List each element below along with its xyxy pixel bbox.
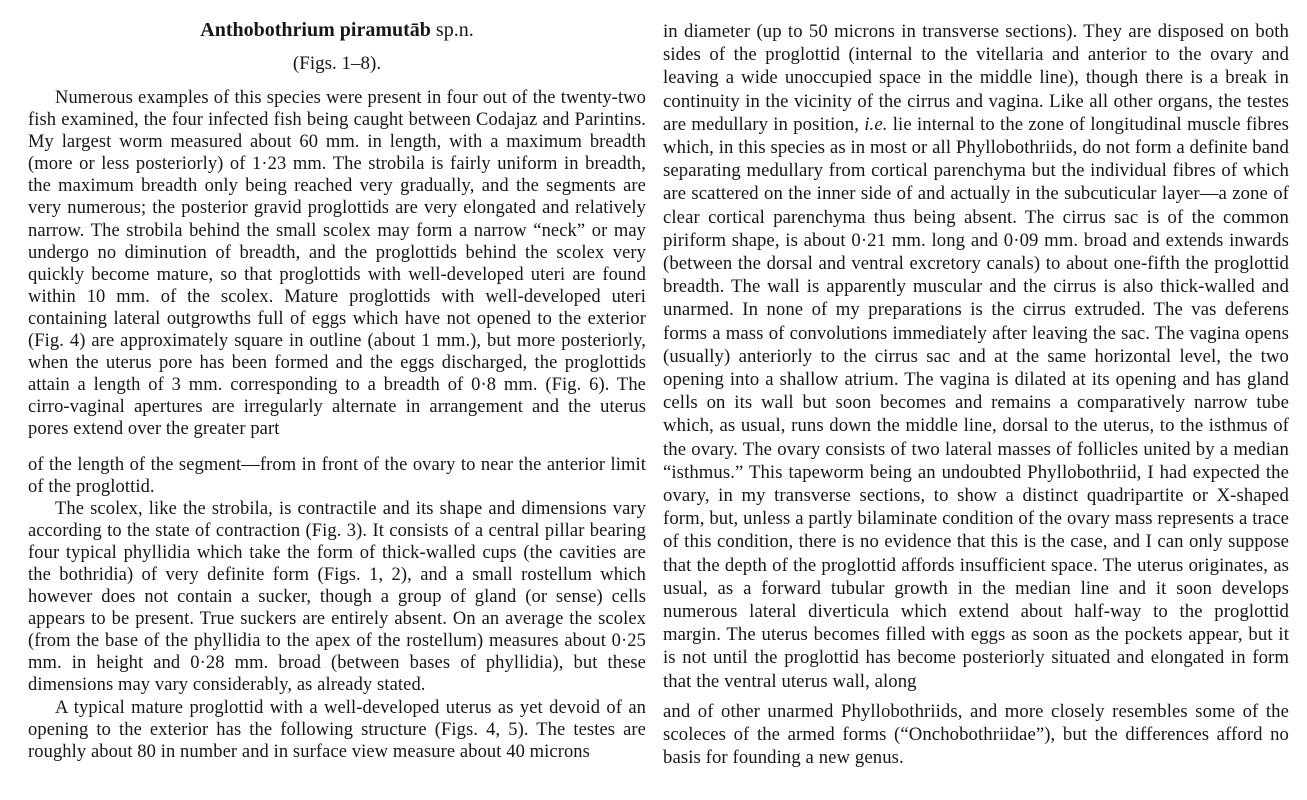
anatomy-text-after-ie: lie internal to the zone of longitudinal muscle fibres which, in this species as in most or all Phyllobothriids, do not form a definite band separating medullary from cortical parenchyma but the individual fibres of which are scattered on the inner side of and actually in the subcuticular layer—a zone of clear cortical parenchyma thus being absent. The cirrus sac is of the common piriform shape, is about 0·21 mm. long and 0·09 mm. broad and extends inwards (between the dorsal and ventral excretory canals) to about one-fifth the proglottid breadth. The wall is apparently muscular and the cirrus is also thick-walled and unarmed. In none of my preparations is the cirrus extruded. The vas deferens forms a mass of convolutions immediately after leaving the sac. The vagina opens (usually) anteriorly to the cirrus sac and at the same horizontal level, the two opening into a shallow atrium. The vagina is dilated at its opening and has gland cells on its wall but soon becomes and remains a comparatively narrow tube which, as usual, runs down the middle line, dorsal to the uterus, to the isthmus of the ovary. The ovary consists of two lateral masses of follicles united by a median “isthmus.” This tapeworm being an undoubted Phyllobothriid, I had expected the ovary, in my transverse sections, to show a distinct quadripartite or X-shaped form, but, unless a partly bilaminate condition of the ovary mass represents a trace of this condition, there is no evidence that this is the case, and I can only suppose that the depth of the proglottid affords insufficient space. The uterus originates, as usual, as a forward tubular growth in the median line and it soon develops numerous lateral diverticula which extend about half-way to the proglottid margin. The uterus becomes filled with eggs as soon as the pockets appear, but it is not until the proglottid has become posteriorly situated and elongated in form that the ventral uterus wall, along (663, 113, 1289, 692)
conclusion-paragraph: and of other unarmed Phyllobothriids, and more closely resembles some of the scoleces of the armed forms (“Onchobothriidae”), but the differences afford no basis for founding a new genus. (663, 700, 1289, 769)
species-name: Anthobothrium piramutāb (200, 19, 431, 41)
proglottid-paragraph: A typical mature proglottid with a well-developed uterus as yet devoid of an opening to the exterior has the following structure (Figs. 4, 5). The testes are roughly about 80 in number and in surface view measure about 40 microns (28, 697, 646, 762)
anatomy-text-before-ie: in diameter (up to 50 microns in transverse sections). They are disposed on both sides of the proglottid (internal to the vitellaria and anterior to the ovary and leaving a wide unoccupied space in the middle line), though there is a break in continuity in the vicinity of the cirrus and vagina. Like all other organs, the testes are medullary in position, (663, 21, 1289, 135)
species-suffix: sp.n. (430, 19, 474, 41)
left-column (28, 12, 646, 800)
species-title (28, 18, 646, 42)
figures-caption: (Figs. 1–8). (292, 53, 382, 74)
scolex-paragraph: The scolex, like the strobila, is contractile and its shape and dimensions vary according to the state of contraction (Fig. 3). It consists of a central pillar bearing four typical phyllidia which take the form of thick-walled cups (the cavities are the bothridia) of very definite form (Figs. 1, 2), and a small rostellum which however does not contain a sucker, though a group of gland (or sense) cells appears to be present. True suckers are entirely absent. On an average the scolex (from the base of the phyllidia to the apex of the rostellum) measures about 0·25 mm. in height and 0·28 mm. broad (between bases of phyllidia), but these dimensions may vary considerably, as already stated. (28, 498, 646, 696)
intro-paragraph: Numerous examples of this species were present in four out of the twenty-two fish examined, the four infected fish being caught between Codajaz and Parintins. My largest worm measured about 60 mm. in length, with a maximum breadth (more or less posteriorly) of 1·23 mm. The strobila is fairly uniform in breadth, the maximum breadth only being reached very gradually, and the segments are very numerous; the posterior gravid proglottids are very elongated and relatively narrow. The strobila behind the small scolex may form a narrow “neck” or may undergo no diminution of breadth, and the proglottids behind the scolex very quickly become mature, so that proglottids with well-developed uteri are found within 10 mm. of the scolex. Mature proglottids with well-developed uteri containing lateral outgrowths full of eggs which have not opened to the exterior (Fig. 4) are approximately square in outline (about 1 mm.), but more posteriorly, when the uterus pore has been formed and the eggs discharged, the proglottids attain a length of 3 mm. corresponding to a breadth of 0·8 mm. (Fig. 6). The cirro-vaginal apertures are irregularly alternate in arrangement and the uterus pores extend over the greater part (28, 88, 646, 440)
right-column (663, 12, 1289, 800)
continuation-paragraph: of the length of the segment—from in front of the ovary to near the anterior limit of the proglottid. (28, 454, 646, 497)
ie-abbreviation: i.e. (864, 113, 888, 135)
anatomy-paragraph (663, 20, 1289, 693)
